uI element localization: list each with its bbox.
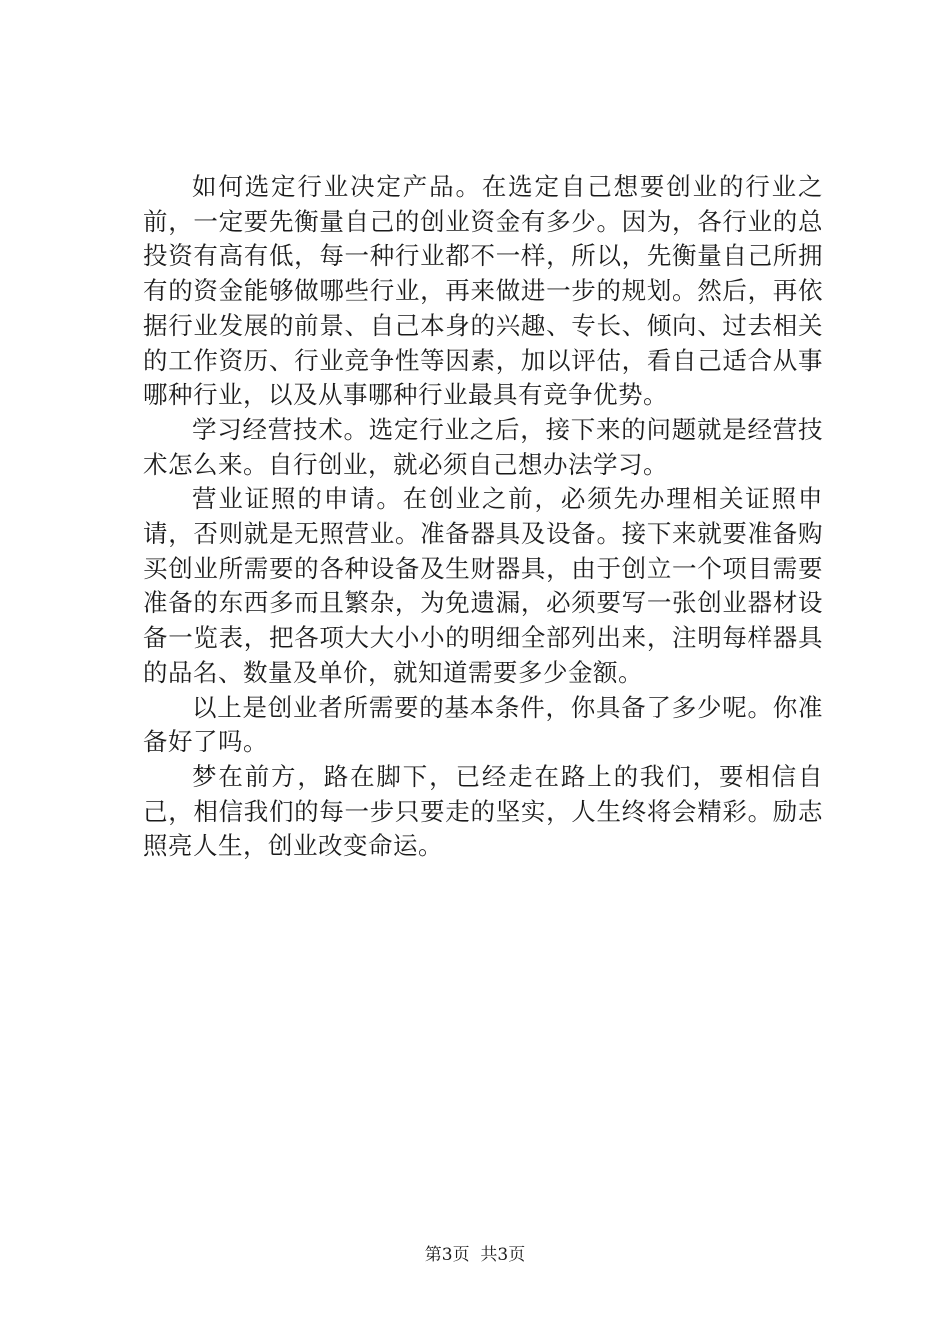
paragraph-summary-question: 以上是创业者所需要的基本条件，你具备了多少呢。你准备好了吗。: [143, 692, 823, 757]
document-body: [143, 170, 823, 864]
page-footer: [0, 1244, 950, 1266]
paragraph-closing-motto: 梦在前方，路在脚下，已经走在路上的我们，要相信自己，相信我们的每一步只要走的坚实，人生终将会精彩。励志照亮人生，创业改变命运。: [143, 761, 823, 861]
page-number-label: 第3页 共3页: [424, 1245, 526, 1265]
paragraph-industry-selection: 如何选定行业决定产品。在选定自己想要创业的行业之前，一定要先衡量自己的创业资金有多少。因为，各行业的总投资有高有低，每一种行业都不一样，所以，先衡量自己所拥有的资金能够做哪些行业，再来做进一步的规划。然后，再依据行业发展的前景、自己本身的兴趣、专长、倾向、过去相关的工作资历、行业竞争性等因素，加以评估，看自己适合从事哪种行业，以及从事哪种行业最具有竞争优势。: [143, 172, 823, 410]
paragraph-learn-techniques: 学习经营技术。选定行业之后，接下来的问题就是经营技术怎么来。自行创业，就必须自己想办法学习。: [143, 414, 823, 479]
paragraph-business-license: 营业证照的申请。在创业之前，必须先办理相关证照申请，否则就是无照营业。准备器具及设备。接下来就要准备购买创业所需要的各种设备及生财器具，由于创立一个项目需要准备的东西多而且繁杂，为免遗漏，必须要写一张创业器材设备一览表，把各项大大小小的明细全部列出来，注明每样器具的品名、数量及单价，就知道需要多少金额。: [143, 484, 823, 687]
